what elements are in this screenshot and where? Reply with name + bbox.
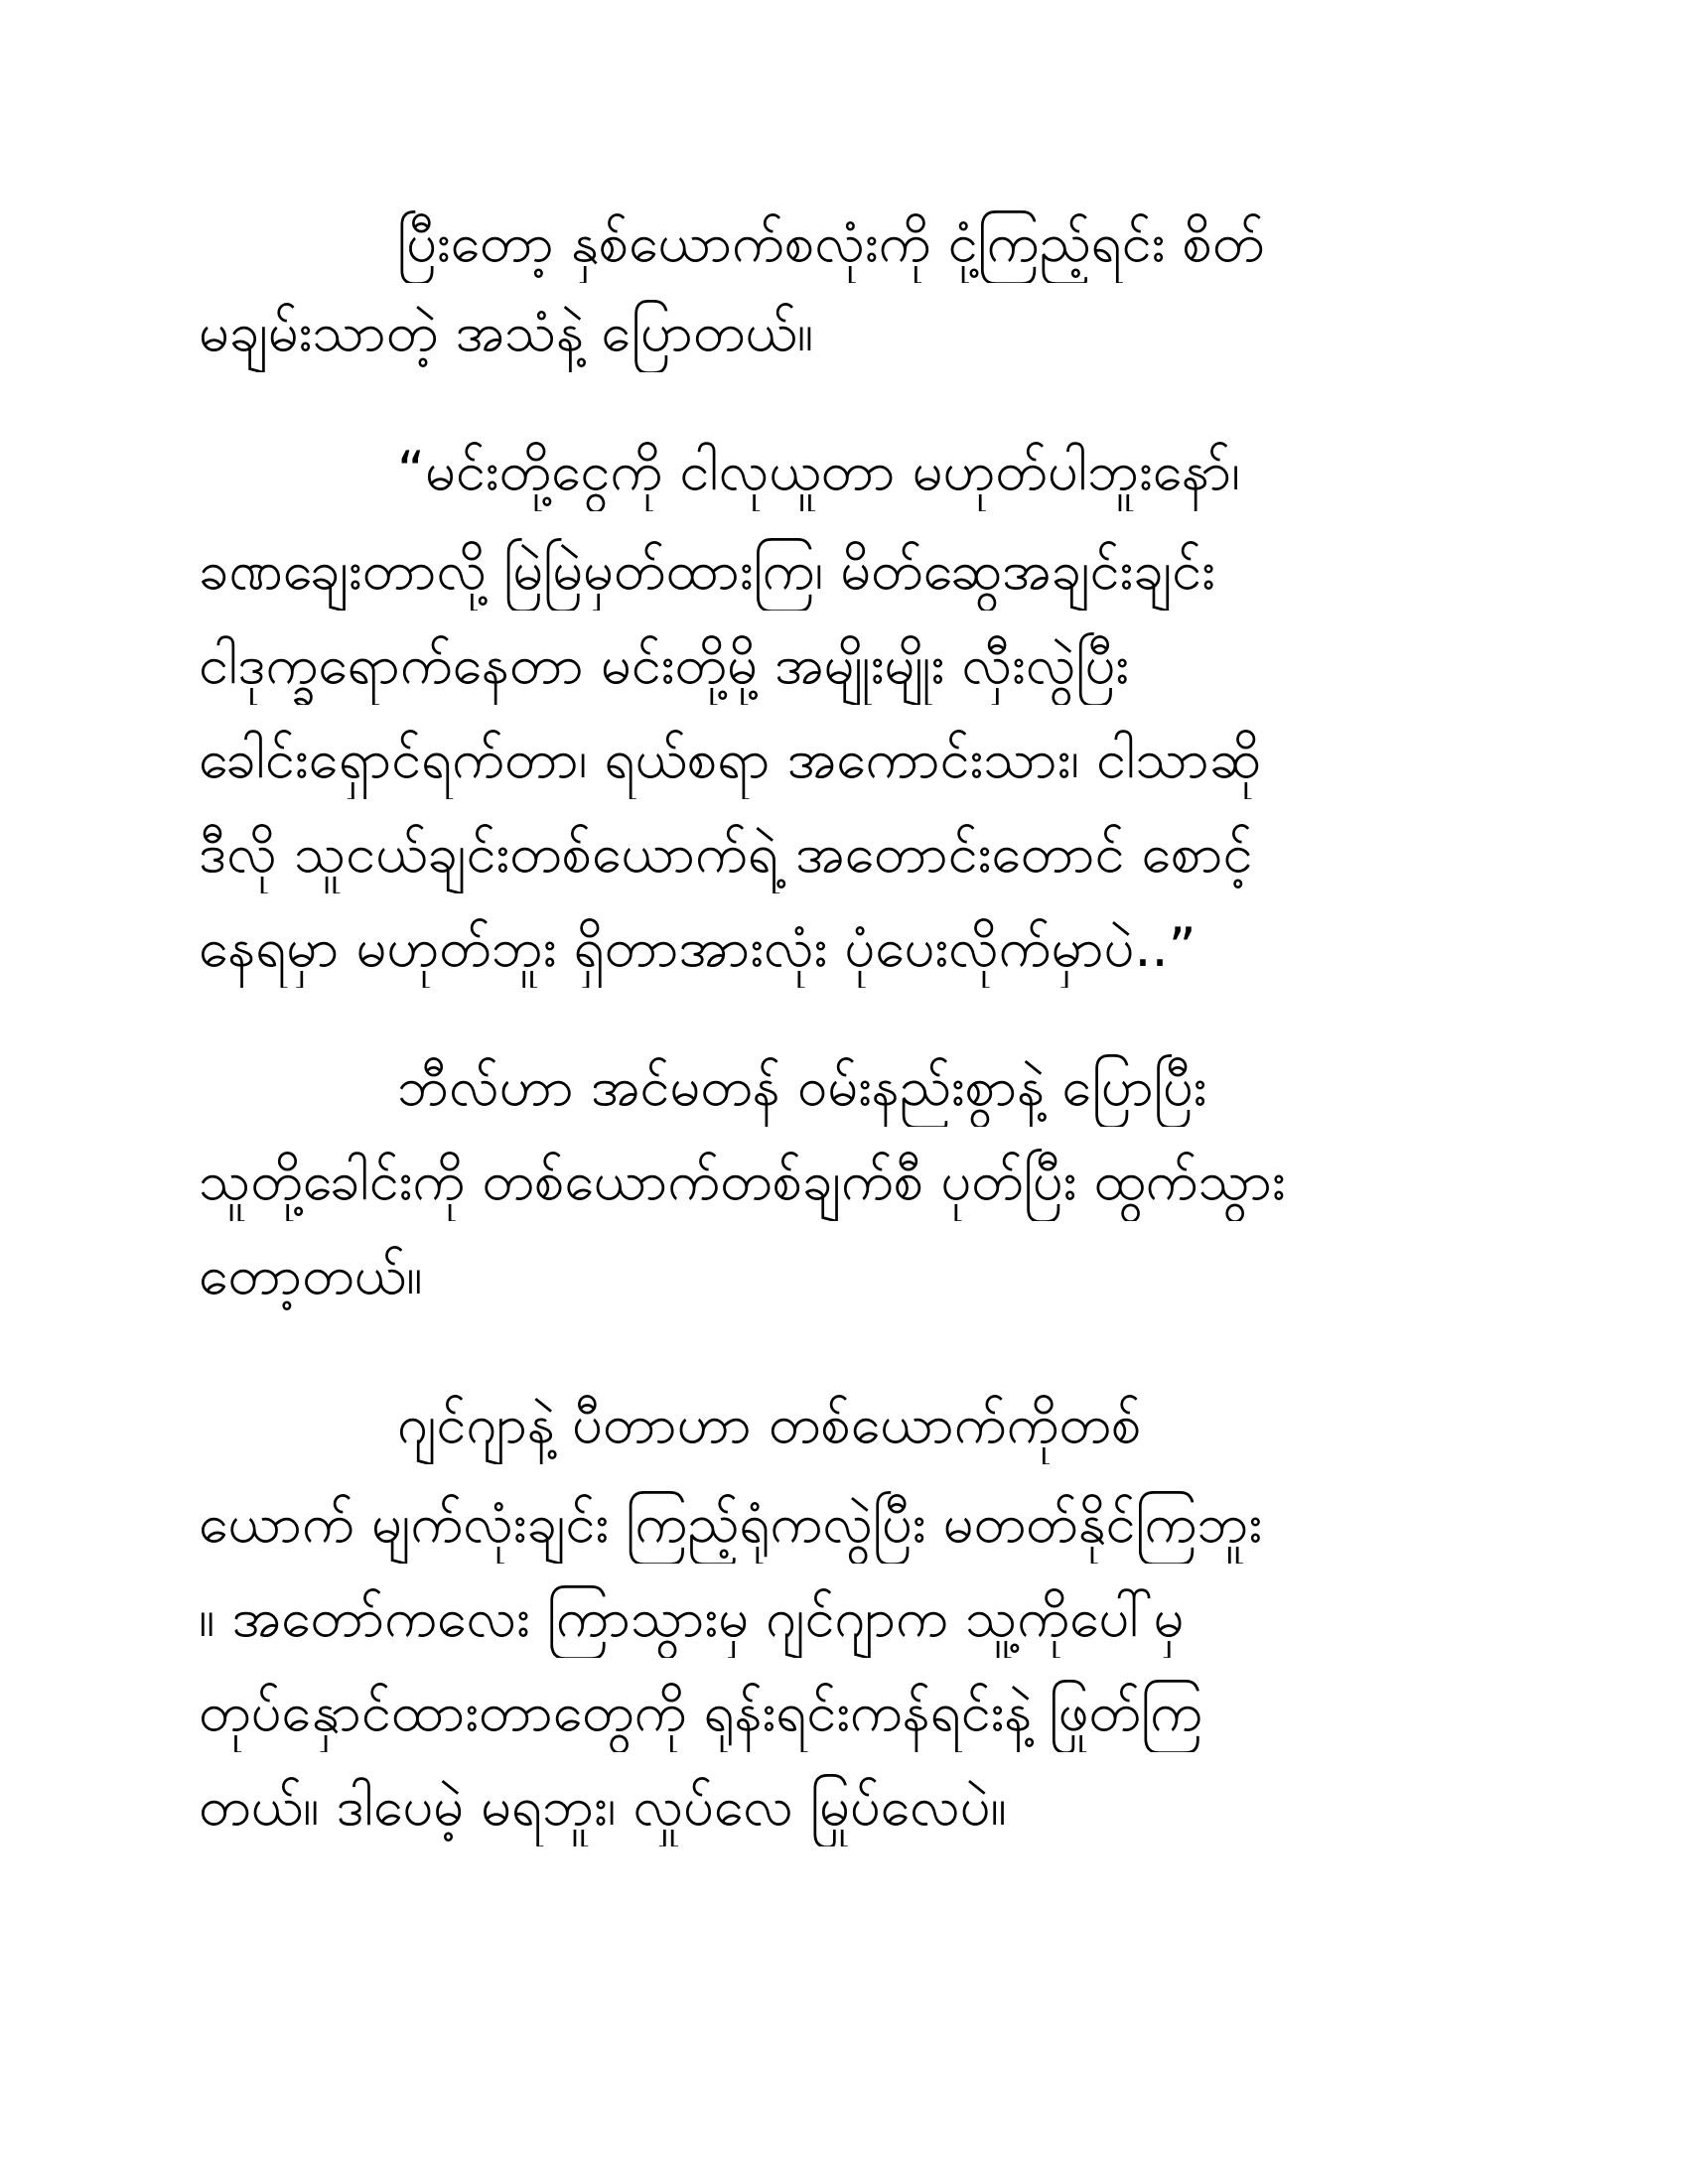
paragraph-1-line-2: မချမ်းသာတဲ့ အသံနဲ့ ပြောတယ်။ [199, 301, 814, 363]
paragraph-4-line-3: ။ အတော်ကလေး ကြာသွားမှ ဂျင်ဂျာက သူ့ကိုပေါ်မှ [199, 1586, 1185, 1649]
paragraph-2-line-5: ဒီလို သူငယ်ချင်းတစ်ယောက်ရဲ့ အတောင်းတောင် စောင့် [199, 822, 1253, 885]
paragraph-3-line-2: သူတို့ခေါင်းကို တစ်ယောက်တစ်ချက်စီ ပုတ်ပြီး ထွက်သွား [199, 1150, 1286, 1212]
paragraph-1-line-1: ပြီးတော့ နှစ်ယောက်စလုံးကို ငုံ့ကြည့်ရင်း စိတ် [397, 211, 1265, 274]
paragraph-4-line-1: ဂျင်ဂျာနဲ့ ပီတာဟာ တစ်ယောက်ကိုတစ် [397, 1393, 1142, 1455]
paragraph-2-line-2: ခဏချေးတာလို့ မြဲမြဲမှတ်ထားကြ၊ မိတ်ဆွေအချင်းချင်း [199, 539, 1215, 602]
paragraph-3-line-3: တော့တယ်။ [199, 1244, 423, 1306]
paragraph-2-line-4: ခေါင်းရှောင်ရက်တာ၊ ရယ်စရာ အကောင်းသား၊ ငါသာဆို [199, 728, 1261, 790]
paragraph-2-line-6: နေရမှာ မဟုတ်ဘူး ရှိတာအားလုံး ပုံပေးလိုက်မှာပဲ..” [199, 916, 1196, 979]
paragraph-2-line-1: “မင်းတို့ငွေကို ငါလုယူတာ မဟုတ်ပါဘူးနော်၊ [397, 440, 1240, 502]
paragraph-2-line-3: ငါဒုက္ခရောက်နေတာ မင်းတို့မို့ အမျိုးမျိုး လှီးလွဲပြီး [199, 633, 1129, 696]
paragraph-3-line-1: ဘီလ်ဟာ အင်မတန် ဝမ်းနည်းစွာနဲ့ ပြောပြီး [397, 1055, 1207, 1118]
paragraph-4-line-2: ယောက် မျက်လုံးချင်း ကြည့်ရုံကလွဲပြီး မတတ်နိုင်ကြဘူး [199, 1492, 1263, 1555]
paragraph-4-line-4: တုပ်နှောင်ထားတာတွေကို ရုန်းရင်းကန်ရင်းနဲ့ ဖြုတ်ကြ [199, 1681, 1202, 1743]
paragraph-4-line-5: တယ်။ ဒါပေမဲ့ မရဘူး၊ လှုပ်လေ မြုပ်လေပဲ။ [199, 1775, 1007, 1838]
